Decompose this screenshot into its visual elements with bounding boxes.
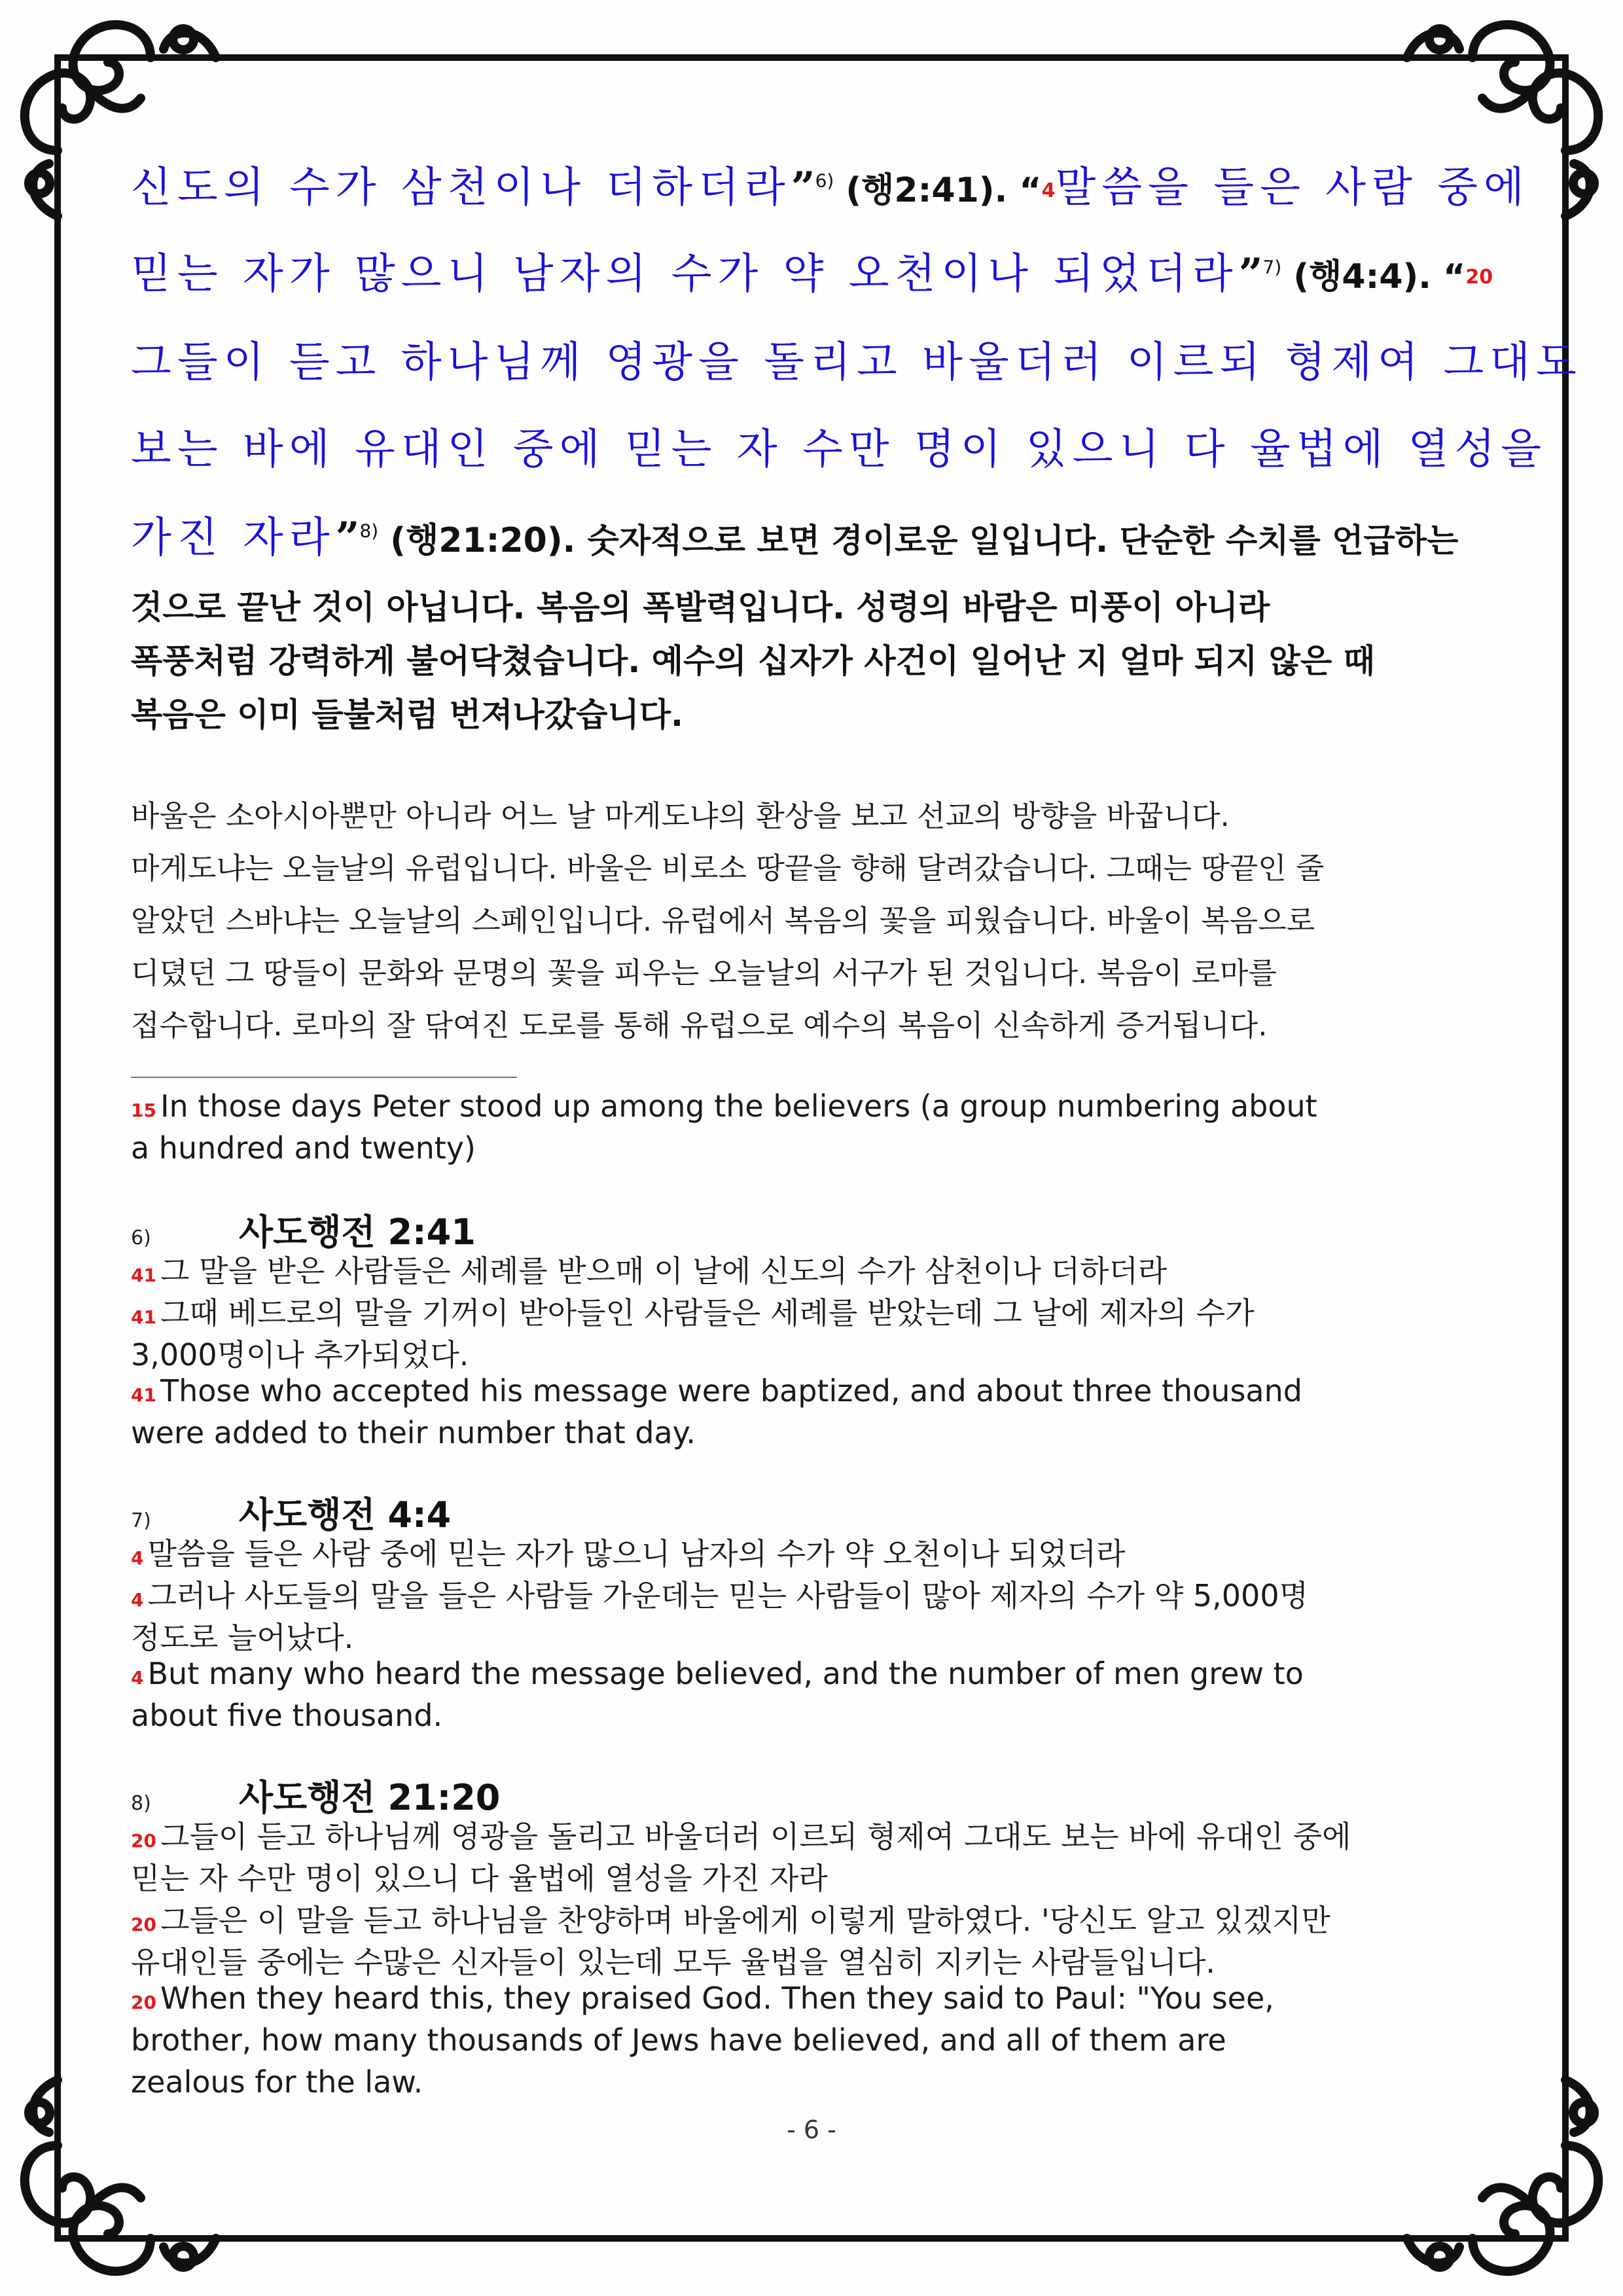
verse-number: 20 [131,1830,156,1852]
highlight-line-4 [131,416,1547,476]
footnote-number: 6) [131,1227,151,1249]
footnote-text: 그때 베드로의 말을 기꺼이 받아들인 사람들은 세례를 받았는데 그 날에 제자의 수가 [160,1295,1255,1331]
footnote-title: 사도행전 21:20 [239,1777,501,1818]
highlight-text: 그들이 듣고 하나님께 영광을 돌리고 바울더러 이르되 형제여 그대도 [131,338,1582,387]
footnote-text: zealous for the law. [131,2064,423,2100]
body-paragraph-line: 알았던 스바냐는 오늘날의 스페인입니다. 유럽에서 복음의 꽃을 피웠습니다. 바울이 복음으로 [131,903,1315,938]
footnote-text: 그들은 이 말을 듣고 하나님을 찬양하며 바울에게 이렇게 말하였다. '당신도 알고 있겠지만 [160,1903,1330,1938]
corner-flourish-bottom-left [25,2080,216,2271]
footnote-line [131,1897,1330,1940]
verse-number: 20 [131,1992,156,2013]
footnote-line [131,1088,1317,1124]
verse-number: 4 [131,1589,144,1611]
footnote-line [131,1572,1308,1615]
footnote-title: 사도행전 4:4 [239,1494,452,1535]
footnote-line [131,1373,1302,1408]
bold-commentary: 숫자적으로 보면 경이로운 일입니다. 단순한 수치를 언급하는 [587,522,1459,560]
highlight-text: 믿는 자가 많으니 남자의 수가 약 오천이나 되었더라 [131,250,1239,298]
footnote-text: Those who accepted his message were baptized, and about three thousand [160,1373,1302,1408]
quote-mark: ” [791,163,815,212]
footnote-text: 정도로 늘어났다. [131,1620,354,1655]
highlight-line-1 [131,154,1530,214]
footnote-line [131,1656,1304,1691]
footnote-line [131,1331,469,1374]
footnote-separator [131,1077,517,1078]
verse-number: 41 [131,1384,156,1406]
verse-number: 4 [131,1547,144,1569]
footnote-line [131,1530,1125,1573]
highlight-line-3 [131,329,1582,389]
footnote-line [131,1247,1167,1291]
footnote-title: 사도행전 2:41 [239,1211,476,1253]
footnote-line [131,1415,696,1450]
footnote-text: about five thousand. [131,1698,443,1733]
footnote-line [131,1289,1255,1333]
footnote-text: In those days Peter stood up among the believers (a group numbering about [160,1088,1317,1124]
verse-number: 20 [131,1914,156,1935]
footnote-text: 그러나 사도들의 말을 들은 사람들 가운데는 믿는 사람들이 많아 제자의 수가 약 5,000명 [147,1578,1309,1613]
footnote-line [131,1855,828,1898]
verse-number: 4 [1041,179,1056,202]
corner-flourish-bottom-right [1407,2080,1598,2271]
scripture-reference: (행21:20). [378,521,588,560]
verse-number: 15 [131,1100,156,1121]
scripture-reference: (행4:4). “ [1281,257,1466,296]
footnote-number: 7) [131,1509,151,1532]
footnote-marker: 6) [815,170,834,192]
footnote-line [131,1698,442,1733]
footnote-text: 유대인들 중에는 수많은 신자들이 있는데 모두 율법을 열심히 지키는 사람들입니다. [131,1945,1216,1980]
footnote-text: But many who heard the message believed, and the number of men grew to [147,1656,1304,1691]
verse-number: 41 [131,1265,156,1286]
bold-paragraph-line: 것으로 끝난 것이 아닙니다. 복음의 폭발력입니다. 성령의 바람은 미풍이 아니라 [131,588,1270,626]
footnote-text: 그 말을 받은 사람들은 세례를 받으매 이 날에 신도의 수가 삼천이나 더하더라 [160,1253,1168,1289]
footnote-line [131,1981,1274,2016]
footnote-text: 믿는 자 수만 명이 있으니 다 율법에 열성을 가진 자라 [131,1861,828,1896]
highlight-line-5 [131,504,1458,564]
footnote-line [131,1939,1215,1982]
highlight-line-2 [131,240,1493,300]
verse-number: 41 [131,1306,156,1328]
footnote-line [131,2064,423,2100]
body-paragraph-line: 마게도냐는 오늘날의 유럽입니다. 바울은 비로소 땅끝을 향해 달려갔습니다. 그때는 땅끝인 줄 [131,851,1325,886]
footnote-line [131,1813,1351,1856]
highlight-text: 가진 자라 [131,514,336,562]
body-paragraph-line: 디뎠던 그 땅들이 문화와 문명의 꽃을 피우는 오늘날의 서구가 된 것입니다. 복음이 로마를 [131,956,1277,990]
footnote-text: 3,000명이나 추가되었다. [131,1337,469,1372]
verse-number: 4 [131,1667,144,1689]
footnote-number: 8) [131,1792,151,1815]
footnote-line [131,1614,353,1657]
footnote-text: were added to their number that day. [131,1415,696,1450]
body-paragraph-line: 접수합니다. 로마의 잘 닦여진 도로를 통해 유럽으로 예수의 복음이 신속하게 증거됩니다. [131,1008,1268,1043]
body-paragraph-line: 바울은 소아시아뿐만 아니라 어느 날 마게도냐의 환상을 보고 선교의 방향을 바꿉니다. [131,798,1230,833]
scripture-reference: (행2:41). “ [834,171,1042,210]
footnote-text: brother, how many thousands of Jews have believed, and all of them are [131,2022,1226,2058]
footnote-text: When they heard this, they praised God. Then they said to Paul: "You see, [160,1981,1274,2016]
footnote-marker: 7) [1262,256,1282,278]
footnote-text: 말씀을 들은 사람 중에 믿는 자가 많으니 남자의 수가 약 오천이나 되었더라 [147,1536,1126,1571]
quote-mark: ” [335,513,360,562]
quote-mark: ” [1238,249,1263,298]
highlight-text: 신도의 수가 삼천이나 더하더라 [131,164,791,212]
highlight-text: 보는 바에 유대인 중에 믿는 자 수만 명이 있으니 다 율법에 열성을 [131,425,1548,474]
footnote-text: 그들이 듣고 하나님께 영광을 돌리고 바울더러 이르되 형제여 그대도 보는 바에 유대인 중에 [160,1819,1351,1854]
bold-paragraph-line: 복음은 이미 들불처럼 번져나갔습니다. [131,696,684,734]
verse-number: 20 [1465,266,1493,289]
footnote-line: a hundred and twenty) [131,1130,476,1166]
bold-paragraph-line: 폭풍처럼 강력하게 불어닥쳤습니다. 예수의 십자가 사건이 일어난 지 얼마 되지 않은 때 [131,642,1375,680]
footnote-line [131,2022,1226,2058]
highlight-text-tail: 말씀을 들은 사람 중에 [1055,164,1530,212]
footnote-marker: 8) [359,520,379,542]
page-number: - 6 - [787,2115,836,2144]
